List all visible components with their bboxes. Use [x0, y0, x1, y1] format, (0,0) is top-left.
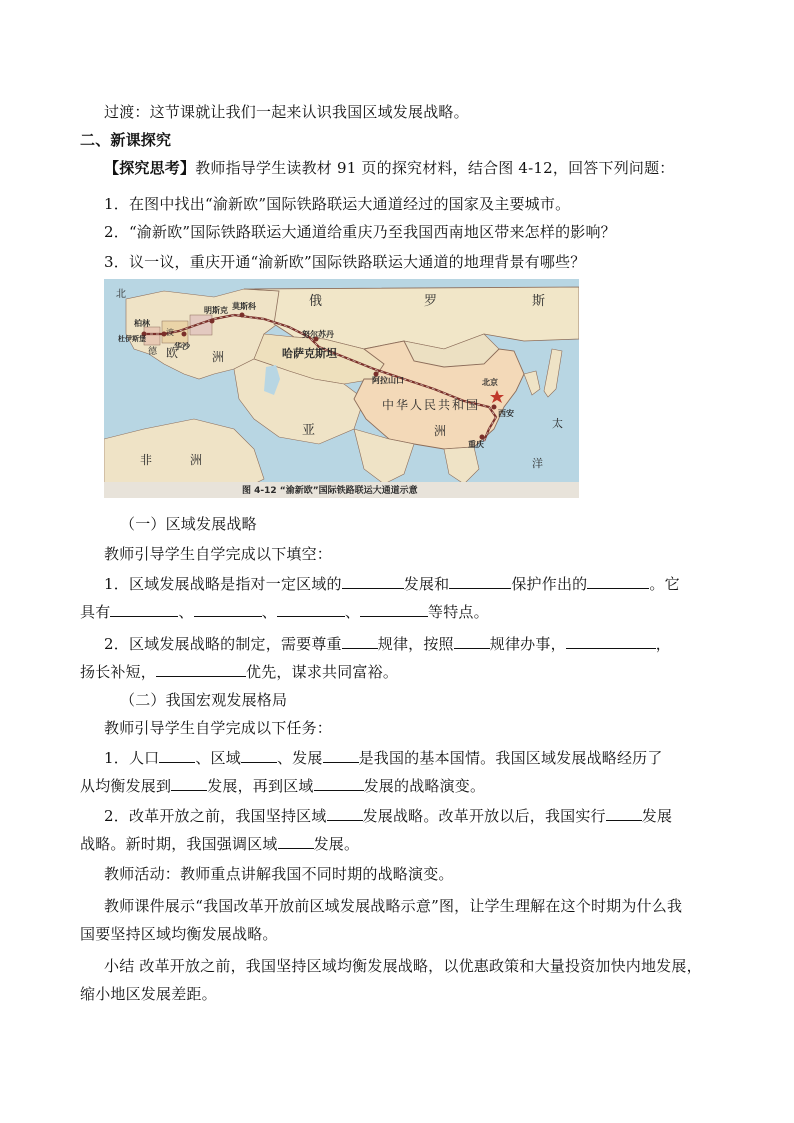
label-russia-e: 俄 — [309, 294, 323, 309]
label-pacific-tai: 太 — [552, 417, 563, 430]
label-poland: 波 — [166, 328, 174, 337]
label-moscow: 莫斯科 — [232, 302, 256, 311]
label-europe-zhou: 洲 — [212, 350, 225, 364]
blank-field[interactable] — [360, 602, 428, 617]
blank-field[interactable] — [566, 634, 656, 649]
blank-field[interactable] — [278, 834, 314, 849]
blank-field[interactable] — [314, 776, 364, 791]
explore-text: 教师指导学生读教材 91 页的探究材料，结合图 4-12，回答下列问题： — [195, 159, 675, 177]
label-kazakhstan: 哈萨克斯坦 — [282, 347, 337, 360]
label-africa-zhou: 洲 — [190, 453, 203, 467]
blank-field[interactable] — [587, 574, 649, 589]
blank-field[interactable] — [606, 806, 642, 821]
city-dot-warsaw — [182, 332, 187, 337]
label-asia-ya: 亚 — [302, 423, 316, 438]
label-russia-si: 斯 — [532, 294, 546, 309]
label-astana: 努尔苏丹 — [302, 330, 334, 339]
teacher-activity: 教师活动：教师重点讲解我国不同时期的战略演变。 — [104, 865, 454, 883]
courseware-line-2: 国要坚持区域均衡发展战略。 — [80, 925, 278, 943]
label-chongqing: 重庆 — [468, 440, 484, 449]
city-dot-chongqing — [480, 435, 485, 440]
blank-field[interactable] — [110, 602, 178, 617]
blank-field[interactable] — [327, 806, 363, 821]
question-2: 2．“渝新欧”国际铁路联运大通道给重庆乃至我国西南地区带来怎样的影响？ — [104, 223, 616, 241]
label-xian: 西安 — [498, 409, 514, 418]
label-berlin: 柏林 — [134, 319, 150, 328]
label-alashankou: 阿拉山口 — [372, 376, 404, 385]
blank-field[interactable] — [342, 634, 378, 649]
task-1-line-1: 1．人口 、区域 、发展 是我国的基本国情。我国区域发展战略经历了 — [104, 749, 663, 767]
label-russia-luo: 罗 — [424, 294, 438, 309]
blank-field[interactable] — [277, 602, 345, 617]
blank-field[interactable] — [159, 748, 195, 763]
label-warsaw: 华沙 — [174, 342, 190, 351]
label-beijing: 北京 — [482, 378, 498, 387]
question-1: 1．在图中找出“渝新欧”国际铁路联运大通道经过的国家及主要城市。 — [104, 195, 571, 213]
blank-field[interactable] — [171, 776, 207, 791]
fill-item-2-line-2: 扬长补短， 优先，谋求共同富裕。 — [80, 663, 399, 681]
blank-field[interactable] — [323, 748, 359, 763]
rail-route-map — [104, 279, 579, 498]
label-asia-zhou: 洲 — [434, 424, 447, 438]
city-dot-xian — [492, 405, 497, 410]
blank-field[interactable] — [241, 748, 277, 763]
transition-text: 过渡：这节课就让我们一起来认识我国区域发展战略。 — [104, 103, 469, 121]
courseware-line-1: 教师课件展示“我国改革开放前区域发展战略示意”图，让学生理解在这个时期为什么我 — [104, 897, 683, 915]
task-2-line-1: 2．改革开放之前，我国坚持区域 发展战略。改革开放以后，我国实行 发展 — [104, 807, 673, 825]
explore-tag: 【探究思考】 — [104, 159, 196, 177]
subsection-2-intro: 教师引导学生自学完成以下任务： — [104, 719, 333, 737]
explore-paragraph — [104, 158, 675, 178]
subsection-2-title: （二）我国宏观发展格局 — [120, 691, 288, 709]
task-1-line-2: 从均衡发展到 发展，再到区域 发展的战略演变。 — [80, 777, 486, 795]
subsection-1-title: （一）区域发展战略 — [120, 515, 257, 533]
summary-line-1: 小结 改革开放之前，我国坚持区域均衡发展战略，以优惠政策和大量投资加快内地发展， — [104, 957, 702, 975]
section-title-new-lesson: 二、新课探究 — [80, 131, 172, 149]
summary-line-2: 缩小地区发展差距。 — [80, 985, 217, 1003]
label-china: 中华人民共和国 — [382, 398, 481, 412]
blank-field[interactable] — [342, 574, 404, 589]
city-dot-minsk — [210, 319, 215, 324]
blank-field[interactable] — [194, 602, 262, 617]
blank-field[interactable] — [449, 574, 511, 589]
fill-item-1-line-1: 1．区域发展战略是指对一定区域的 发展和 保护作出的 。它 — [104, 575, 680, 593]
label-duisburg: 杜伊斯堡 — [118, 335, 146, 343]
fill-item-2-line-1: 2．区域发展战略的制定，需要尊重 规律，按照 规律办事， ， — [104, 635, 671, 653]
fill-item-1-line-2: 具有 、 、 、 等特点。 — [80, 603, 489, 621]
label-europe-ou: 欧 — [166, 346, 179, 360]
map-caption: 图 4-12 “渝新欧”国际铁路联运大通道示意 — [242, 486, 418, 496]
task-2-line-2: 战略。新时期，我国强调区域 发展。 — [80, 835, 360, 853]
blank-field[interactable] — [156, 662, 246, 677]
blank-field[interactable] — [454, 634, 490, 649]
label-pacific-yang: 洋 — [532, 457, 543, 470]
map-region-germany — [144, 327, 160, 345]
label-north: 北 — [116, 289, 126, 300]
city-dot-moscow — [240, 313, 245, 318]
label-africa-fei: 非 — [140, 453, 153, 467]
question-3: 3．议一议，重庆开通“渝新欧”国际铁路联运大通道的地理背景有哪些？ — [104, 253, 586, 271]
label-germany: 德 — [148, 347, 158, 357]
subsection-1-intro: 教师引导学生自学完成以下填空： — [104, 545, 333, 563]
label-minsk: 明斯克 — [204, 306, 228, 315]
